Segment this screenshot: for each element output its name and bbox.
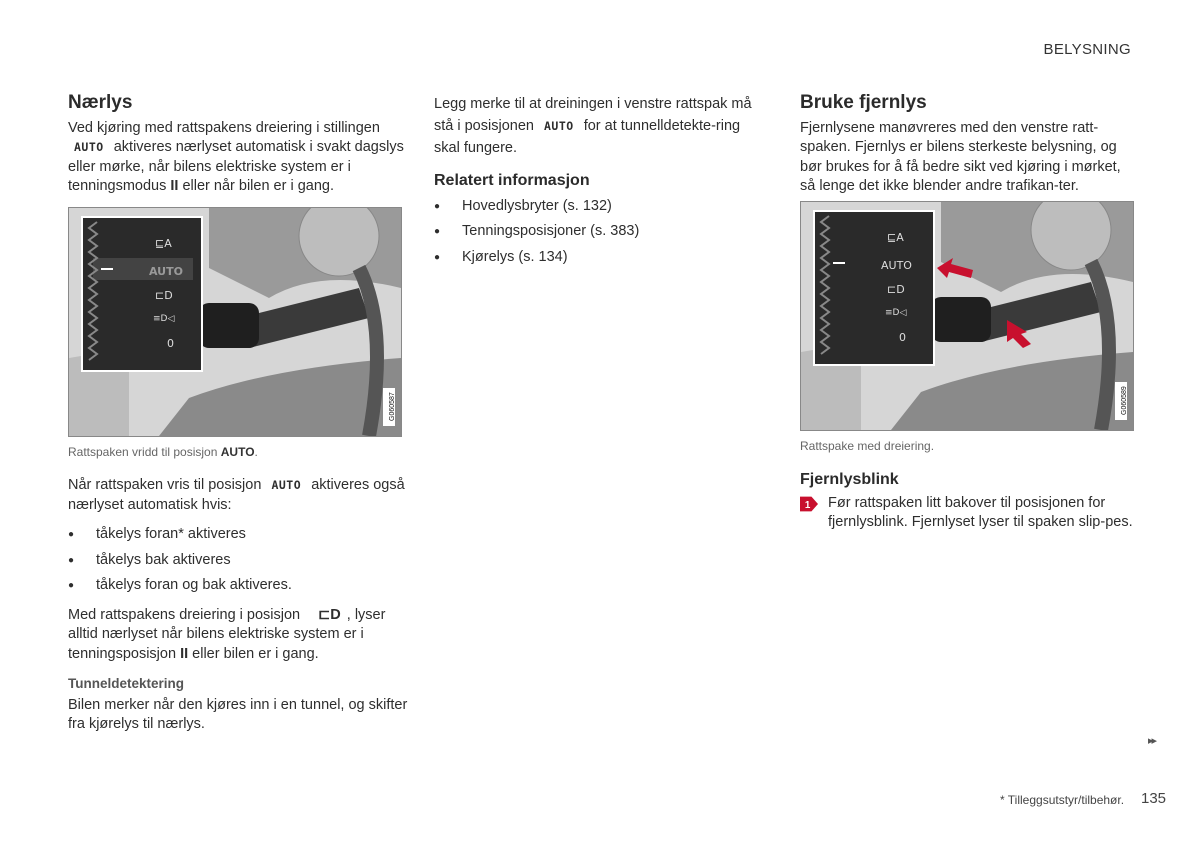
dipped-beam-icon: ⊏D	[318, 606, 341, 623]
dial-auto-label: AUTO	[881, 258, 912, 272]
paragraph-fjernlys: Fjernlysene manøvreres med den venstre ratt-spaken. Fjernlys er bilens sterkeste belysning, og bør brukes for å få bedre sikt ved kjøring i mørket, så lenge det ikke blender andre trafikan-ter.	[800, 119, 1121, 194]
page-number: 135	[1141, 790, 1167, 807]
heading-tunnel: Tunneldetektering	[68, 676, 185, 691]
paragraph-auto-conditions: Når rattspaken vris til posisjon AUTO aktiveres også nærlyset automatisk hvis:	[68, 477, 405, 513]
lever-photo-high-beam	[800, 201, 1134, 431]
paragraph-intro: Ved kjøring med rattspakens dreiering i stillingen AUTO aktiveres nærlyset automatisk i svakt dagslys eller mørke, når bilens elektriske system er i tenningsmodus II eller når bilen er i gang.	[68, 119, 404, 194]
lever-photo-auto	[68, 207, 402, 437]
auto-high-beam-icon: ⊑A	[155, 236, 172, 250]
photo-code: G060587	[383, 388, 395, 426]
dial-inset	[81, 216, 203, 372]
dial-inset	[813, 210, 935, 366]
list-item: ● tåkelys foran og bak aktiveres.	[68, 576, 408, 596]
photo-code: G060589	[1115, 382, 1127, 420]
position-light-icon: ≡D◁	[885, 307, 907, 318]
list-item: ● tåkelys foran* aktiveres	[68, 525, 408, 545]
photo-caption: Rattspaken vridd til posisjon AUTO.	[68, 444, 258, 459]
heading-fjernlys: Bruke fjernlys	[800, 92, 927, 113]
paragraph-dipped-beam: Med rattspakens dreiering i posisjon ⊏D , lyser alltid nærlyset når bilens elektriske system er i tenningsposisjon II eller bilen er i gang.	[68, 606, 386, 662]
auto-symbol: AUTO	[74, 140, 104, 154]
position-light-icon: ≡D◁	[153, 313, 175, 324]
heading-related: Relatert informasjon	[434, 172, 590, 189]
column-middle	[434, 93, 764, 277]
heading-naerlys: Nærlys	[68, 92, 133, 113]
dial-off-label: 0	[167, 336, 174, 350]
auto-symbol: AUTO	[543, 119, 574, 133]
paragraph-tunnel-note: Legg merke til at dreiningen i venstre rattspak må stå i posisjonen AUTO for at tunnelldetekte-ring skal fungere.	[434, 96, 752, 156]
related-list	[434, 197, 764, 268]
related-link[interactable]: ● Kjørelys (s. 134)	[434, 248, 764, 268]
footnote: * Tilleggsutstyr/tilbehør.	[1000, 793, 1125, 807]
dipped-beam-icon: ⊏D	[887, 282, 905, 296]
related-link[interactable]: ● Tenningsposisjoner (s. 383)	[434, 222, 764, 242]
step-1	[800, 494, 1135, 533]
photo-caption: Rattspake med dreiering.	[800, 438, 935, 453]
heading-flash: Fjernlysblink	[800, 471, 899, 488]
list-item: ● tåkelys bak aktiveres	[68, 551, 408, 571]
related-link[interactable]: ● Hovedlysbryter (s. 132)	[434, 197, 764, 217]
auto-symbol: AUTO	[271, 478, 302, 492]
section-header: BELYSNING	[1043, 41, 1131, 58]
auto-high-beam-icon: ⊑A	[887, 230, 904, 244]
dial-off-label: 0	[899, 330, 906, 344]
column-right	[800, 93, 1135, 533]
paragraph-tunnel: Bilen merker når den kjøres inn i en tunnel, og skifter fra kjørelys til nærlys.	[68, 696, 408, 732]
svg-text:1: 1	[804, 499, 811, 511]
step-text: Før rattspaken litt bakover til posisjonen for fjernlysblink. Fjernlyset lyser til spaken slip-pes.	[828, 494, 1133, 530]
next-page-arrow-icon: ▸▸	[1148, 735, 1156, 747]
column-left	[68, 93, 408, 745]
step-number-1-icon	[800, 495, 818, 513]
condition-list	[68, 525, 408, 596]
dipped-beam-icon: ⊏D	[155, 288, 173, 302]
